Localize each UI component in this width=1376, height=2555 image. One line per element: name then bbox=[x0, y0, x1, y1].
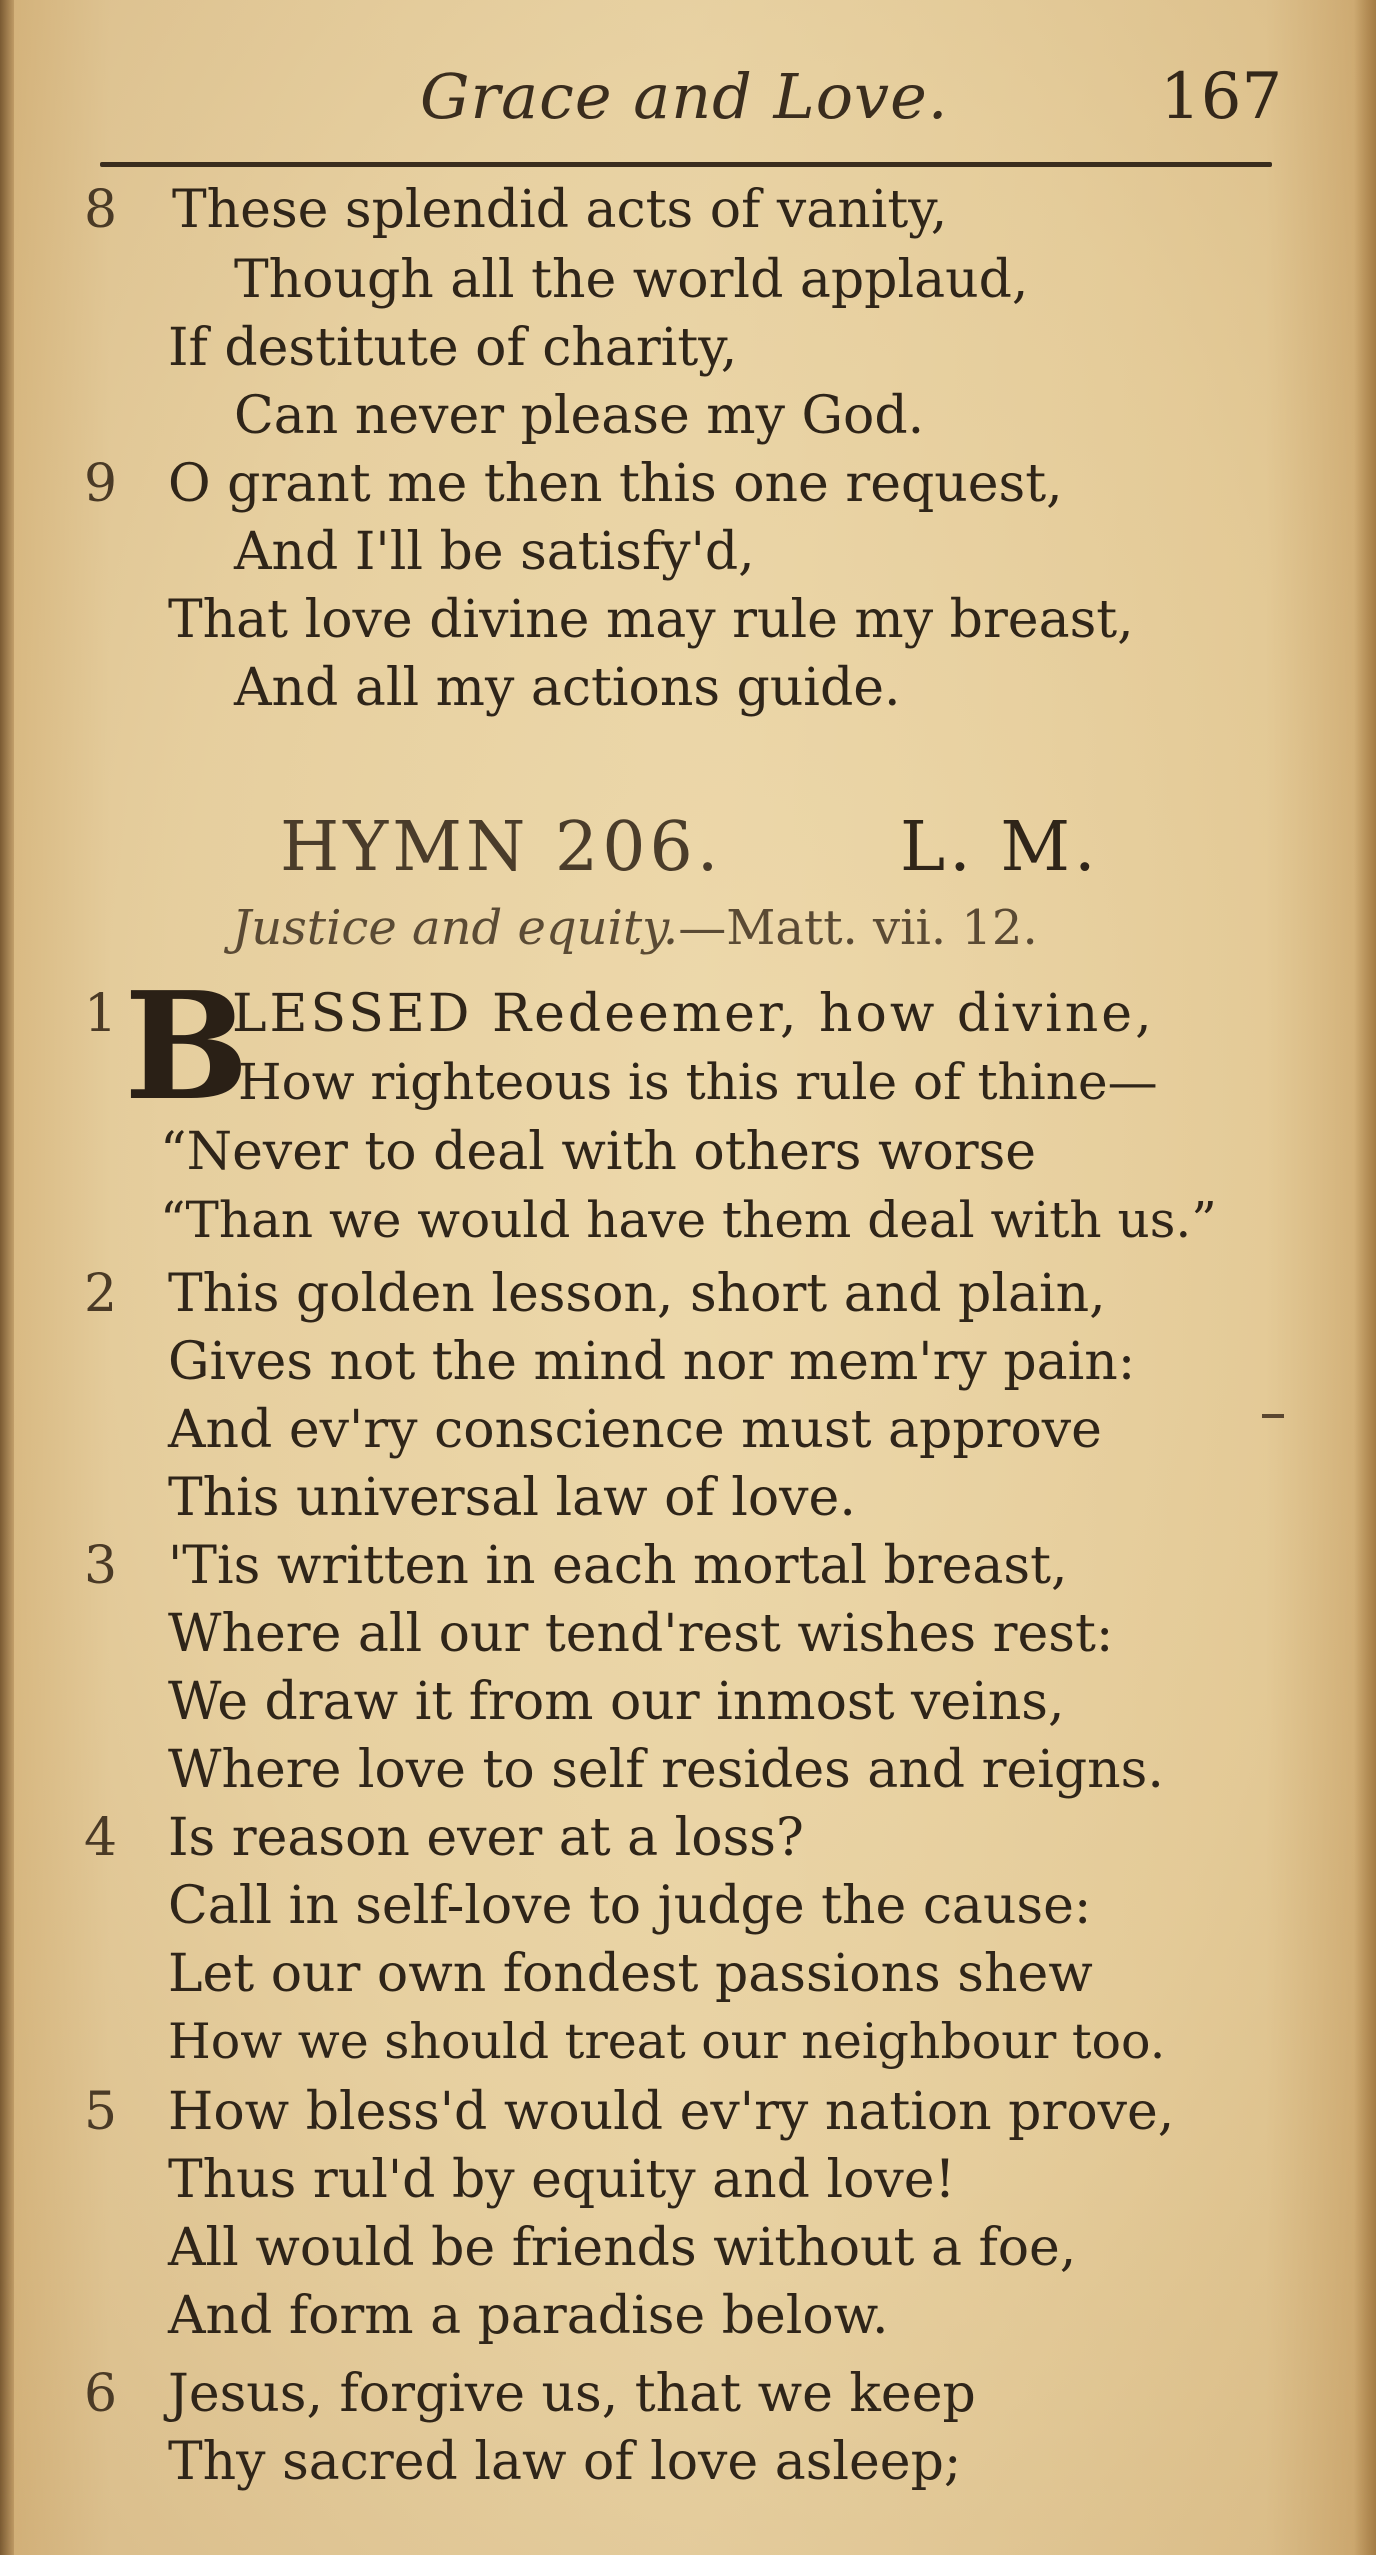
subtitle-theme: Justice and equity. bbox=[232, 900, 679, 956]
stanza-line: All would be friends without a foe, bbox=[168, 2218, 1077, 2278]
stanza-line: Is reason ever at a loss? bbox=[168, 1808, 804, 1868]
stanza-number: 6 bbox=[84, 2364, 118, 2424]
stanza-line: How we should treat our neighbour too. bbox=[168, 2013, 1166, 2070]
stanza-line: 'Tis written in each mortal breast, bbox=[168, 1536, 1068, 1596]
stanza-line: And form a paradise below. bbox=[168, 2286, 889, 2346]
hymn-meter: L. M. bbox=[900, 808, 1100, 887]
stanza-line: Thus rul'd by equity and love! bbox=[168, 2150, 956, 2210]
page-edge-right bbox=[1354, 0, 1376, 2555]
stanza-line: And ev'ry conscience must approve bbox=[168, 1400, 1102, 1460]
stanza-line: LESSED Redeemer, how divine, bbox=[232, 984, 1155, 1044]
stanza-line: That love divine may rule my breast, bbox=[168, 590, 1134, 650]
stanza-number: 4 bbox=[84, 1808, 118, 1868]
stanza-line: Can never please my God. bbox=[234, 386, 925, 446]
drop-cap: B bbox=[124, 959, 250, 1133]
stanza-line: Where love to self resides and reigns. bbox=[168, 1740, 1164, 1800]
stanza-line: If destitute of charity, bbox=[168, 318, 738, 378]
stanza-line: Though all the world applaud, bbox=[234, 250, 1029, 310]
stanza-line: Gives not the mind nor mem'ry pain: bbox=[168, 1332, 1136, 1392]
stanza-number: 1 bbox=[84, 984, 118, 1044]
stanza-line: Let our own fondest passions shew bbox=[168, 1944, 1093, 2004]
stanza-line: These splendid acts of vanity, bbox=[172, 180, 948, 240]
hymn-number: HYMN 206. bbox=[280, 808, 723, 887]
stanza-line: Jesus, forgive us, that we keep bbox=[168, 2364, 976, 2424]
running-header-title: Grace and Love. bbox=[420, 60, 949, 133]
stanza-line: Thy sacred law of love asleep; bbox=[168, 2432, 962, 2492]
stanza-line: How bless'd would ev'ry nation prove, bbox=[168, 2082, 1175, 2142]
stanza-line: O grant me then this one request, bbox=[168, 454, 1063, 514]
subtitle-reference: —Matt. vii. 12. bbox=[678, 900, 1038, 956]
stanza-line: And all my actions guide. bbox=[234, 658, 901, 718]
stanza-number: 9 bbox=[84, 454, 118, 514]
stanza-line: And I'll be satisfy'd, bbox=[234, 522, 755, 582]
stanza-line: “Than we would have them deal with us.” bbox=[160, 1191, 1217, 1249]
header-rule bbox=[100, 162, 1272, 167]
stanza-line: Where all our tend'rest wishes rest: bbox=[168, 1604, 1114, 1664]
margin-mark bbox=[1262, 1414, 1284, 1418]
stanza-line: Call in self-love to judge the cause: bbox=[168, 1876, 1092, 1936]
stanza-line: We draw it from our inmost veins, bbox=[168, 1672, 1065, 1732]
stanza-line: This golden lesson, short and plain, bbox=[168, 1264, 1106, 1324]
stanza-line: This universal law of love. bbox=[168, 1468, 856, 1528]
page-edge-left bbox=[0, 0, 14, 2555]
hymn-subtitle bbox=[232, 900, 1038, 956]
stanza-number: 3 bbox=[84, 1536, 118, 1596]
stanza-number: 2 bbox=[84, 1264, 118, 1324]
stanza-line: “Never to deal with others worse bbox=[160, 1122, 1037, 1182]
stanza-number: 5 bbox=[84, 2082, 118, 2142]
stanza-number: 8 bbox=[84, 180, 118, 240]
stanza-line: How righteous is this rule of thine— bbox=[238, 1053, 1158, 1111]
page-number: 167 bbox=[1160, 60, 1283, 134]
